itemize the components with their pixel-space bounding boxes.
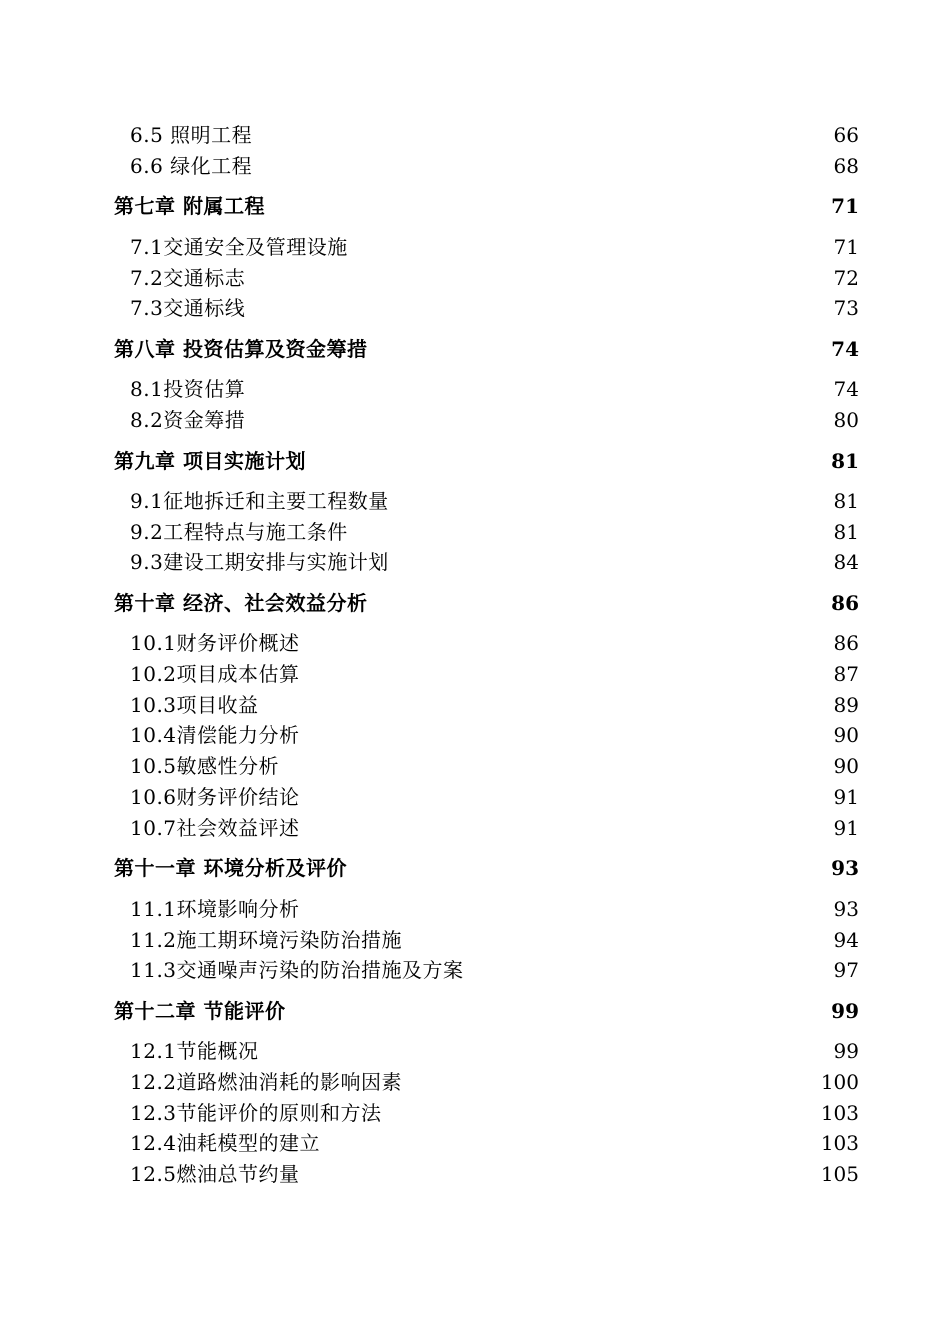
- toc-chapter-page: 74: [831, 337, 859, 361]
- toc-entry-page: 80: [833, 408, 859, 432]
- toc-entry-page: 71: [833, 235, 859, 259]
- toc-entry-page: 87: [833, 662, 859, 686]
- toc-entry-label: 10.3项目收益: [130, 693, 259, 717]
- toc-entry-page: 68: [833, 154, 859, 178]
- toc-entry-label: 9.1征地拆迁和主要工程数量: [130, 489, 389, 513]
- toc-entry-page: 99: [833, 1039, 859, 1063]
- toc-chapter-page: 99: [831, 999, 859, 1023]
- toc-entry[interactable]: [0, 955, 950, 985]
- toc-entry-page: 93: [833, 897, 859, 921]
- toc-entry[interactable]: [0, 925, 950, 955]
- toc-entry[interactable]: [0, 720, 950, 750]
- toc-chapter-label: 第十一章 环境分析及评价: [114, 856, 347, 880]
- toc-chapter-label: 第九章 项目实施计划: [114, 449, 306, 473]
- toc-entry-label: 6.5 照明工程: [130, 123, 253, 147]
- toc-entry-label: 12.4油耗模型的建立: [130, 1131, 321, 1155]
- toc-entry[interactable]: [0, 690, 950, 720]
- toc-chapter-page: 93: [831, 856, 859, 880]
- toc-entry-page: 90: [833, 754, 859, 778]
- toc-entry-page: 72: [833, 266, 859, 290]
- toc-entry-page: 94: [833, 928, 859, 952]
- toc-entry[interactable]: [0, 293, 950, 323]
- toc-entry-label: 10.1财务评价概述: [130, 631, 300, 655]
- toc-entry[interactable]: [0, 517, 950, 547]
- toc-chapter[interactable]: [0, 588, 950, 618]
- toc-entry[interactable]: [0, 1036, 950, 1066]
- toc-entry-label: 6.6 绿化工程: [130, 154, 253, 178]
- toc-entry-page: 97: [833, 958, 859, 982]
- toc-entry[interactable]: [0, 547, 950, 577]
- toc-chapter[interactable]: [0, 191, 950, 221]
- toc-chapter-page: 86: [831, 591, 859, 615]
- toc-entry-label: 10.4清偿能力分析: [130, 723, 300, 747]
- toc-entry-page: 91: [833, 816, 859, 840]
- toc-entry[interactable]: [0, 782, 950, 812]
- toc-entry-label: 12.3节能评价的原则和方法: [130, 1101, 382, 1125]
- toc-entry-label: 11.2施工期环境污染防治措施: [130, 928, 403, 952]
- toc-entry-label: 12.5燃油总节约量: [130, 1162, 300, 1186]
- toc-entry[interactable]: [0, 1128, 950, 1158]
- toc-entry-label: 10.2项目成本估算: [130, 662, 300, 686]
- toc-entry-page: 105: [820, 1162, 859, 1186]
- toc-chapter-label: 第七章 附属工程: [114, 194, 265, 218]
- toc-entry-label: 12.1节能概况: [130, 1039, 259, 1063]
- toc-entry-page: 89: [833, 693, 859, 717]
- toc-entry-page: 86: [833, 631, 859, 655]
- toc-entry[interactable]: [0, 151, 950, 181]
- toc-entry-label: 10.5敏感性分析: [130, 754, 280, 778]
- toc-entry-label: 7.3交通标线: [130, 296, 246, 320]
- toc-entry[interactable]: [0, 263, 950, 293]
- toc-entry[interactable]: [0, 374, 950, 404]
- toc-entry[interactable]: [0, 1067, 950, 1097]
- toc-entry-label: 11.3交通噪声污染的防治措施及方案: [130, 958, 464, 982]
- toc-entry-label: 10.7社会效益评述: [130, 816, 300, 840]
- toc-entry-label: 8.1投资估算: [130, 377, 246, 401]
- toc-entry-page: 74: [833, 377, 859, 401]
- toc-chapter-label: 第十章 经济、社会效益分析: [114, 591, 368, 615]
- toc-entry[interactable]: [0, 659, 950, 689]
- toc-entry-page: 103: [820, 1101, 859, 1125]
- toc-entry-page: 84: [833, 550, 859, 574]
- toc-entry-page: 73: [833, 296, 859, 320]
- toc-entry[interactable]: [0, 894, 950, 924]
- toc-chapter[interactable]: [0, 853, 950, 883]
- toc-entry[interactable]: [0, 751, 950, 781]
- toc-entry-page: 103: [820, 1131, 859, 1155]
- toc-entry-label: 10.6财务评价结论: [130, 785, 300, 809]
- toc-entry-page: 91: [833, 785, 859, 809]
- toc-entry-label: 8.2资金筹措: [130, 408, 246, 432]
- toc-chapter-page: 71: [831, 194, 859, 218]
- toc-entry-label: 12.2道路燃油消耗的影响因素: [130, 1070, 403, 1094]
- toc-entry[interactable]: [0, 120, 950, 150]
- toc-entry-label: 9.2工程特点与施工条件: [130, 520, 348, 544]
- toc-entry-label: 11.1环境影响分析: [130, 897, 300, 921]
- toc-chapter-label: 第八章 投资估算及资金筹措: [114, 337, 368, 361]
- toc-chapter[interactable]: [0, 334, 950, 364]
- toc-entry[interactable]: [0, 628, 950, 658]
- toc-entry-label: 7.1交通安全及管理设施: [130, 235, 348, 259]
- toc-entry-label: 9.3建设工期安排与实施计划: [130, 550, 389, 574]
- toc-entry-page: 66: [833, 123, 859, 147]
- toc-entry[interactable]: [0, 232, 950, 262]
- toc-entry[interactable]: [0, 405, 950, 435]
- toc-entry-page: 81: [833, 489, 859, 513]
- toc-entry[interactable]: [0, 486, 950, 516]
- toc-entry-page: 100: [820, 1070, 859, 1094]
- toc-chapter[interactable]: [0, 446, 950, 476]
- toc-entry[interactable]: [0, 1098, 950, 1128]
- toc-chapter[interactable]: [0, 996, 950, 1026]
- toc-chapter-page: 81: [831, 449, 859, 473]
- toc-entry[interactable]: [0, 1159, 950, 1189]
- toc-entry-page: 81: [833, 520, 859, 544]
- toc-entry-label: 7.2交通标志: [130, 266, 246, 290]
- toc-entry[interactable]: [0, 813, 950, 843]
- toc-chapter-label: 第十二章 节能评价: [114, 999, 286, 1023]
- toc-entry-page: 90: [833, 723, 859, 747]
